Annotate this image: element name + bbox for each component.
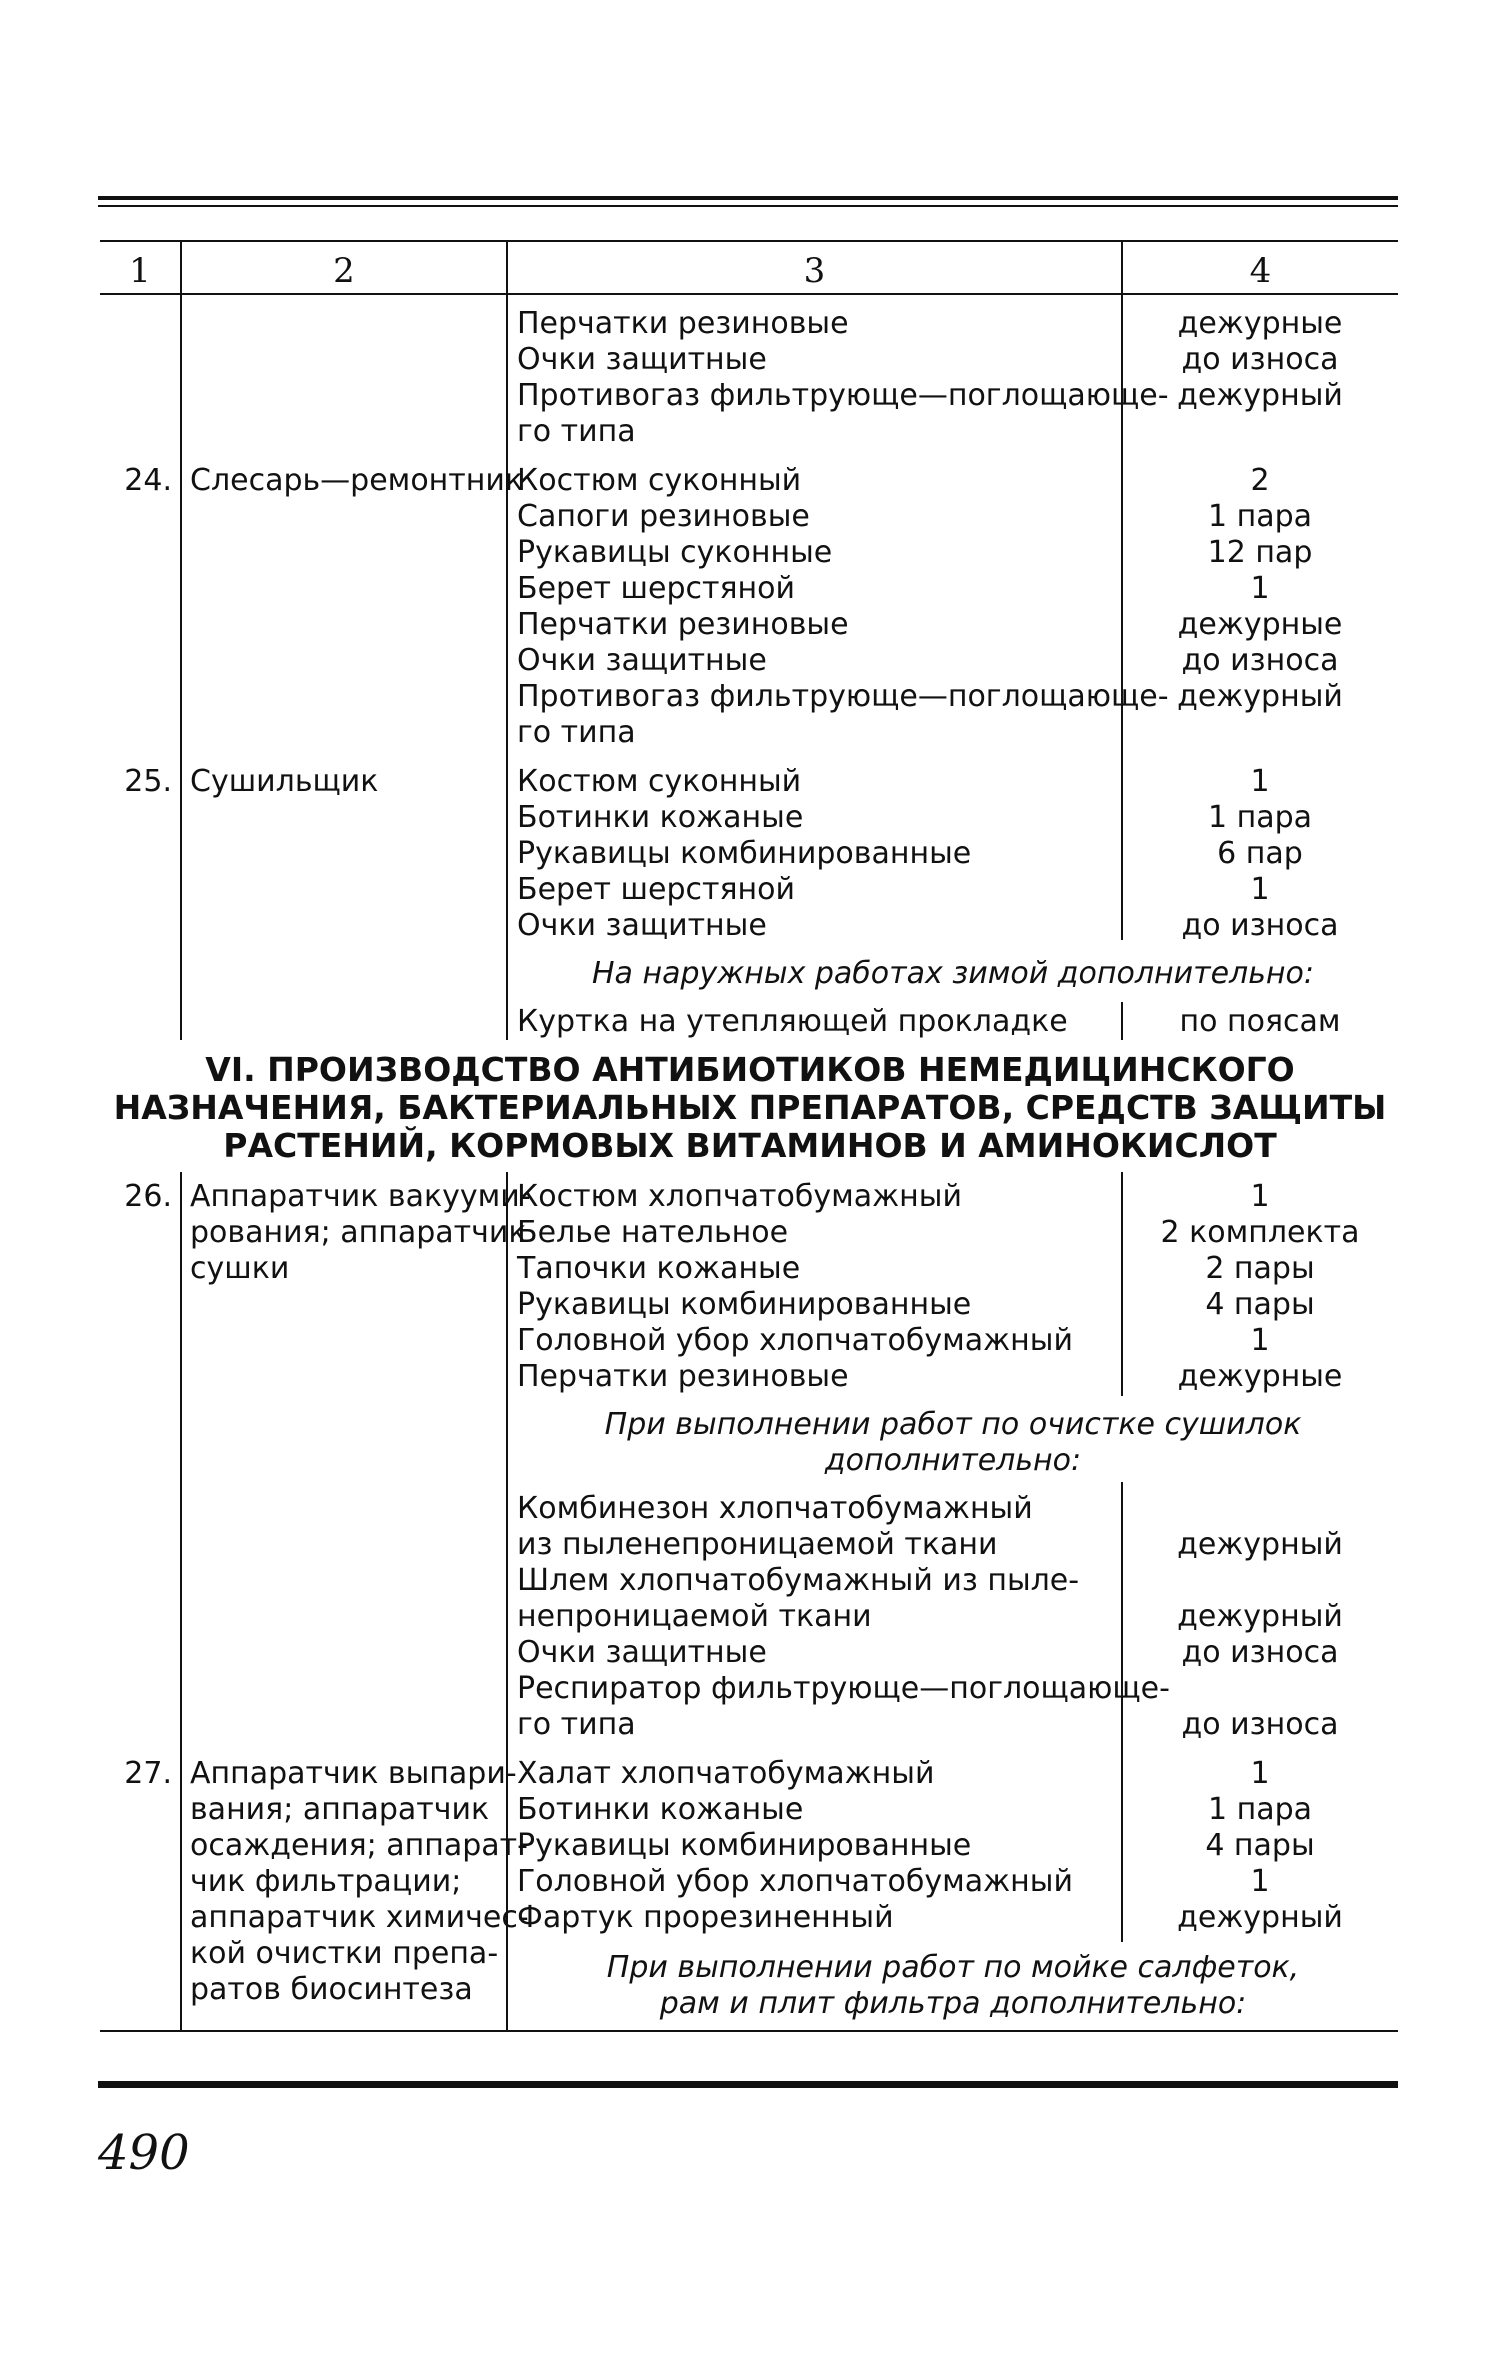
item: Перчатки резиновые <box>517 306 849 341</box>
item: Комбинезон хлопчатобумажный <box>517 1491 1033 1526</box>
table1-header-col3: 3 <box>803 251 826 291</box>
norm: 2 комплекта <box>1160 1215 1360 1250</box>
item: Рукавицы суконные <box>517 535 833 570</box>
norm: 1 <box>1250 1179 1270 1214</box>
norm: 1 <box>1250 1323 1270 1358</box>
item: Берет шерстяной <box>517 872 795 907</box>
item: Рукавицы комбинированные <box>517 1287 972 1322</box>
table1-col2-divider <box>506 240 508 1040</box>
profession-line: сушки <box>190 1251 290 1286</box>
norm: 2 пары <box>1205 1251 1315 1286</box>
profession-line: вания; аппаратчик <box>190 1792 490 1827</box>
norm: дежурный <box>1177 1599 1343 1634</box>
additional-note-line: При выполнении работ по очистке сушилок <box>604 1407 1302 1442</box>
item: Халат хлопчатобумажный <box>517 1756 935 1791</box>
profession-line: кой очистки препа- <box>190 1936 499 1971</box>
norm: дежурный <box>1177 378 1343 413</box>
item: Белье нательное <box>517 1215 789 1250</box>
top-rule-thin <box>98 205 1398 207</box>
norm: дежурный <box>1177 1900 1343 1935</box>
norm: по поясам <box>1179 1004 1341 1039</box>
profession: Сушильщик <box>190 764 379 799</box>
norm: 1 <box>1250 1756 1270 1791</box>
norm: до износа <box>1181 1707 1339 1742</box>
norm: до износа <box>1181 1635 1339 1670</box>
norm: 1 пара <box>1207 1792 1313 1827</box>
table1-header-col2: 2 <box>333 251 355 291</box>
item: Берет шерстяной <box>517 571 795 606</box>
item: Очки защитные <box>517 643 767 678</box>
item: Сапоги резиновые <box>517 499 810 534</box>
norm: 1 пара <box>1207 499 1313 534</box>
profession-line: аппаратчик химичес- <box>190 1900 529 1935</box>
item: Ботинки кожаные <box>517 1792 804 1827</box>
item: Тапочки кожаные <box>517 1251 801 1286</box>
bottom-rule <box>98 2081 1398 2088</box>
item: Перчатки резиновые <box>517 607 849 642</box>
profession-line: чик фильтрации; <box>190 1864 462 1899</box>
additional-note: На наружных работах зимой дополнительно: <box>591 956 1314 991</box>
row-number: 27. <box>124 1756 172 1791</box>
norm: 1 пара <box>1207 800 1313 835</box>
norm: до износа <box>1181 342 1339 377</box>
item: Перчатки резиновые <box>517 1359 849 1394</box>
profession-line: Аппаратчик выпари- <box>190 1756 517 1791</box>
norm: 12 пар <box>1207 535 1313 570</box>
profession-line: рования; аппаратчик <box>190 1215 527 1250</box>
item: Рукавицы комбинированные <box>517 1828 972 1863</box>
item: Ботинки кожаные <box>517 800 804 835</box>
norm: 1 <box>1250 872 1270 907</box>
item: Очки защитные <box>517 908 767 943</box>
norm: дежурные <box>1177 306 1343 341</box>
item: Противогаз фильтрующе—поглощающе- <box>517 378 1169 413</box>
table2-col1-divider <box>180 1172 182 2032</box>
top-rule-thick <box>98 196 1398 200</box>
item: Куртка на утепляющей прокладке <box>517 1004 1068 1039</box>
item: Рукавицы комбинированные <box>517 836 972 871</box>
item: го типа <box>517 1707 636 1742</box>
item: Респиратор фильтрующе—поглощающе- <box>517 1671 1170 1706</box>
profession: Слесарь—ремонтник <box>190 463 523 498</box>
item: Костюм хлопчатобумажный <box>517 1179 962 1214</box>
norm: 2 <box>1250 463 1270 498</box>
section-title-line2: НАЗНАЧЕНИЯ, БАКТЕРИАЛЬНЫХ ПРЕПАРАТОВ, СРЕДСТВ ЗАЩИТЫ <box>113 1088 1387 1127</box>
item: Костюм суконный <box>517 764 802 799</box>
additional-note-line: рам и плит фильтра дополнительно: <box>659 1986 1247 2021</box>
table1-header-line <box>100 293 1398 295</box>
additional-note-line: При выполнении работ по мойке салфеток, <box>606 1950 1300 1985</box>
item: Шлем хлопчатобумажный из пыле- <box>517 1563 1080 1598</box>
profession-line: осаждения; аппарат- <box>190 1828 528 1863</box>
item: непроницаемой ткани <box>517 1599 872 1634</box>
row-number: 25. <box>124 764 172 799</box>
item: Очки защитные <box>517 342 767 377</box>
norm: 4 пары <box>1205 1828 1315 1863</box>
norm: дежурные <box>1177 1359 1343 1394</box>
item: Головной убор хлопчатобумажный <box>517 1864 1073 1899</box>
profession-line: ратов биосинтеза <box>190 1972 473 2007</box>
norm: 1 <box>1250 571 1270 606</box>
norm: дежурный <box>1177 1527 1343 1562</box>
table1-header-col1: 1 <box>129 251 151 291</box>
row-number: 24. <box>124 463 172 498</box>
section-title-line3: РАСТЕНИЙ, КОРМОВЫХ ВИТАМИНОВ И АМИНОКИСЛОТ <box>223 1126 1277 1165</box>
page-number: 490 <box>98 2125 190 2181</box>
item: Фартук прорезиненный <box>517 1900 894 1935</box>
section-title-line1: VI. ПРОИЗВОДСТВО АНТИБИОТИКОВ НЕМЕДИЦИНСКОГО <box>205 1050 1295 1089</box>
norm: дежурный <box>1177 679 1343 714</box>
row-number: 26. <box>124 1179 172 1214</box>
norm: 4 пары <box>1205 1287 1315 1322</box>
item: Головной убор хлопчатобумажный <box>517 1323 1073 1358</box>
table1-header-col4: 4 <box>1249 251 1272 291</box>
item: го типа <box>517 715 636 750</box>
norm: 1 <box>1250 764 1270 799</box>
norm: 6 пар <box>1217 836 1303 871</box>
norm: дежурные <box>1177 607 1343 642</box>
item: из пыленепроницаемой ткани <box>517 1527 998 1562</box>
table1-top-line <box>100 240 1398 242</box>
additional-note-line: дополнительно: <box>824 1443 1082 1478</box>
table1-col1-divider <box>180 240 182 1040</box>
profession-line: Аппаратчик вакууми- <box>190 1179 531 1214</box>
item: Костюм суконный <box>517 463 802 498</box>
item: Очки защитные <box>517 1635 767 1670</box>
table2-bottom-line <box>100 2030 1398 2032</box>
norm: до износа <box>1181 643 1339 678</box>
item: го типа <box>517 414 636 449</box>
norm: 1 <box>1250 1864 1270 1899</box>
norm: до износа <box>1181 908 1339 943</box>
item: Противогаз фильтрующе—поглощающе- <box>517 679 1169 714</box>
